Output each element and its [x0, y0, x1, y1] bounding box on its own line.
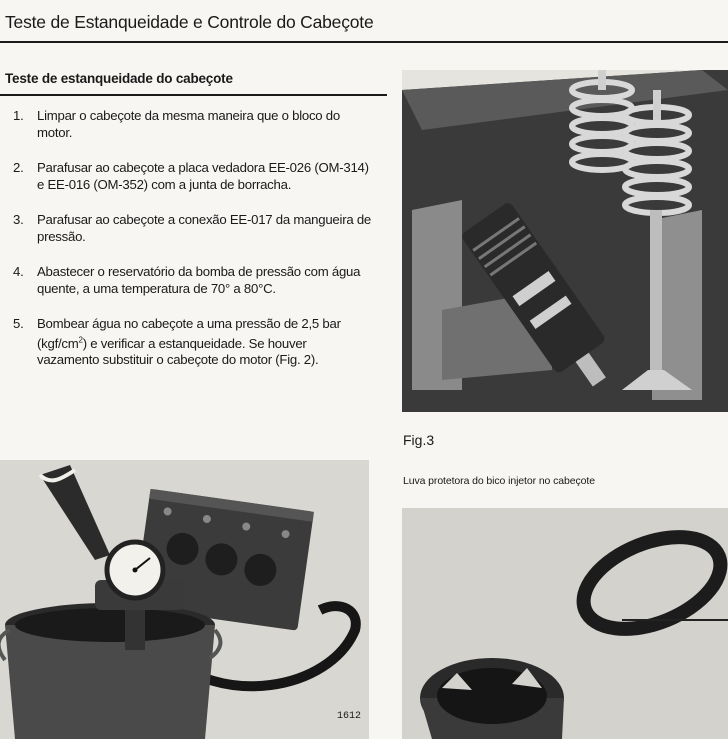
step-number: 2. — [13, 160, 24, 175]
step-text — [37, 316, 341, 367]
step-number: 4. — [13, 264, 24, 279]
figure-caption: Luva protetora do bico injetor no cabeçote — [403, 475, 595, 487]
step-item — [0, 160, 372, 193]
step-text: Parafusar ao cabeçote a placa vedadora EE-026 (OM-314) e EE-016 (OM-352) com a junta de borracha. — [37, 160, 369, 192]
step-item — [0, 108, 372, 141]
cylinder-head-illustration — [402, 70, 728, 412]
pressure-test-illustration — [0, 460, 369, 739]
step-number: 5. — [13, 316, 24, 331]
superscript: 2 — [78, 335, 83, 345]
step-number: 3. — [13, 212, 24, 227]
step-text-part: ) e verificar a estanqueidade. Se houver vazamento substituir o cabeçote do motor (Fig. 2). — [37, 335, 319, 368]
section-heading: Teste de estanqueidade do cabeçote — [5, 71, 233, 86]
injector-sleeve-photo — [402, 508, 728, 739]
step-item — [0, 264, 372, 297]
step-text-part: Bombear água no cabeçote a uma pressão de 2,5 bar (kgf/cm — [37, 316, 341, 351]
page-title: Teste de Estanqueidade e Controle do Cabeçote — [5, 12, 374, 32]
pressure-test-photo — [0, 460, 369, 739]
section-rule — [0, 94, 387, 96]
step-item — [0, 316, 372, 369]
injector-sleeve-illustration — [402, 508, 728, 739]
step-number: 1. — [13, 108, 24, 123]
step-item — [0, 212, 372, 245]
step-text: Parafusar ao cabeçote a conexão EE-017 da mangueira de pressão. — [37, 212, 372, 244]
cylinder-head-cutaway-photo — [402, 70, 728, 412]
step-text: Abastecer o reservatório da bomba de pressão com água quente, a uma temperatura de 70° a 80°C. — [37, 264, 361, 296]
steps-list — [0, 108, 372, 388]
photo-code: 1612 — [337, 711, 362, 722]
title-rule — [0, 41, 728, 43]
figure-label: Fig.3 — [403, 432, 435, 448]
step-text: Limpar o cabeçote da mesma maneira que o bloco do motor. — [37, 108, 340, 140]
